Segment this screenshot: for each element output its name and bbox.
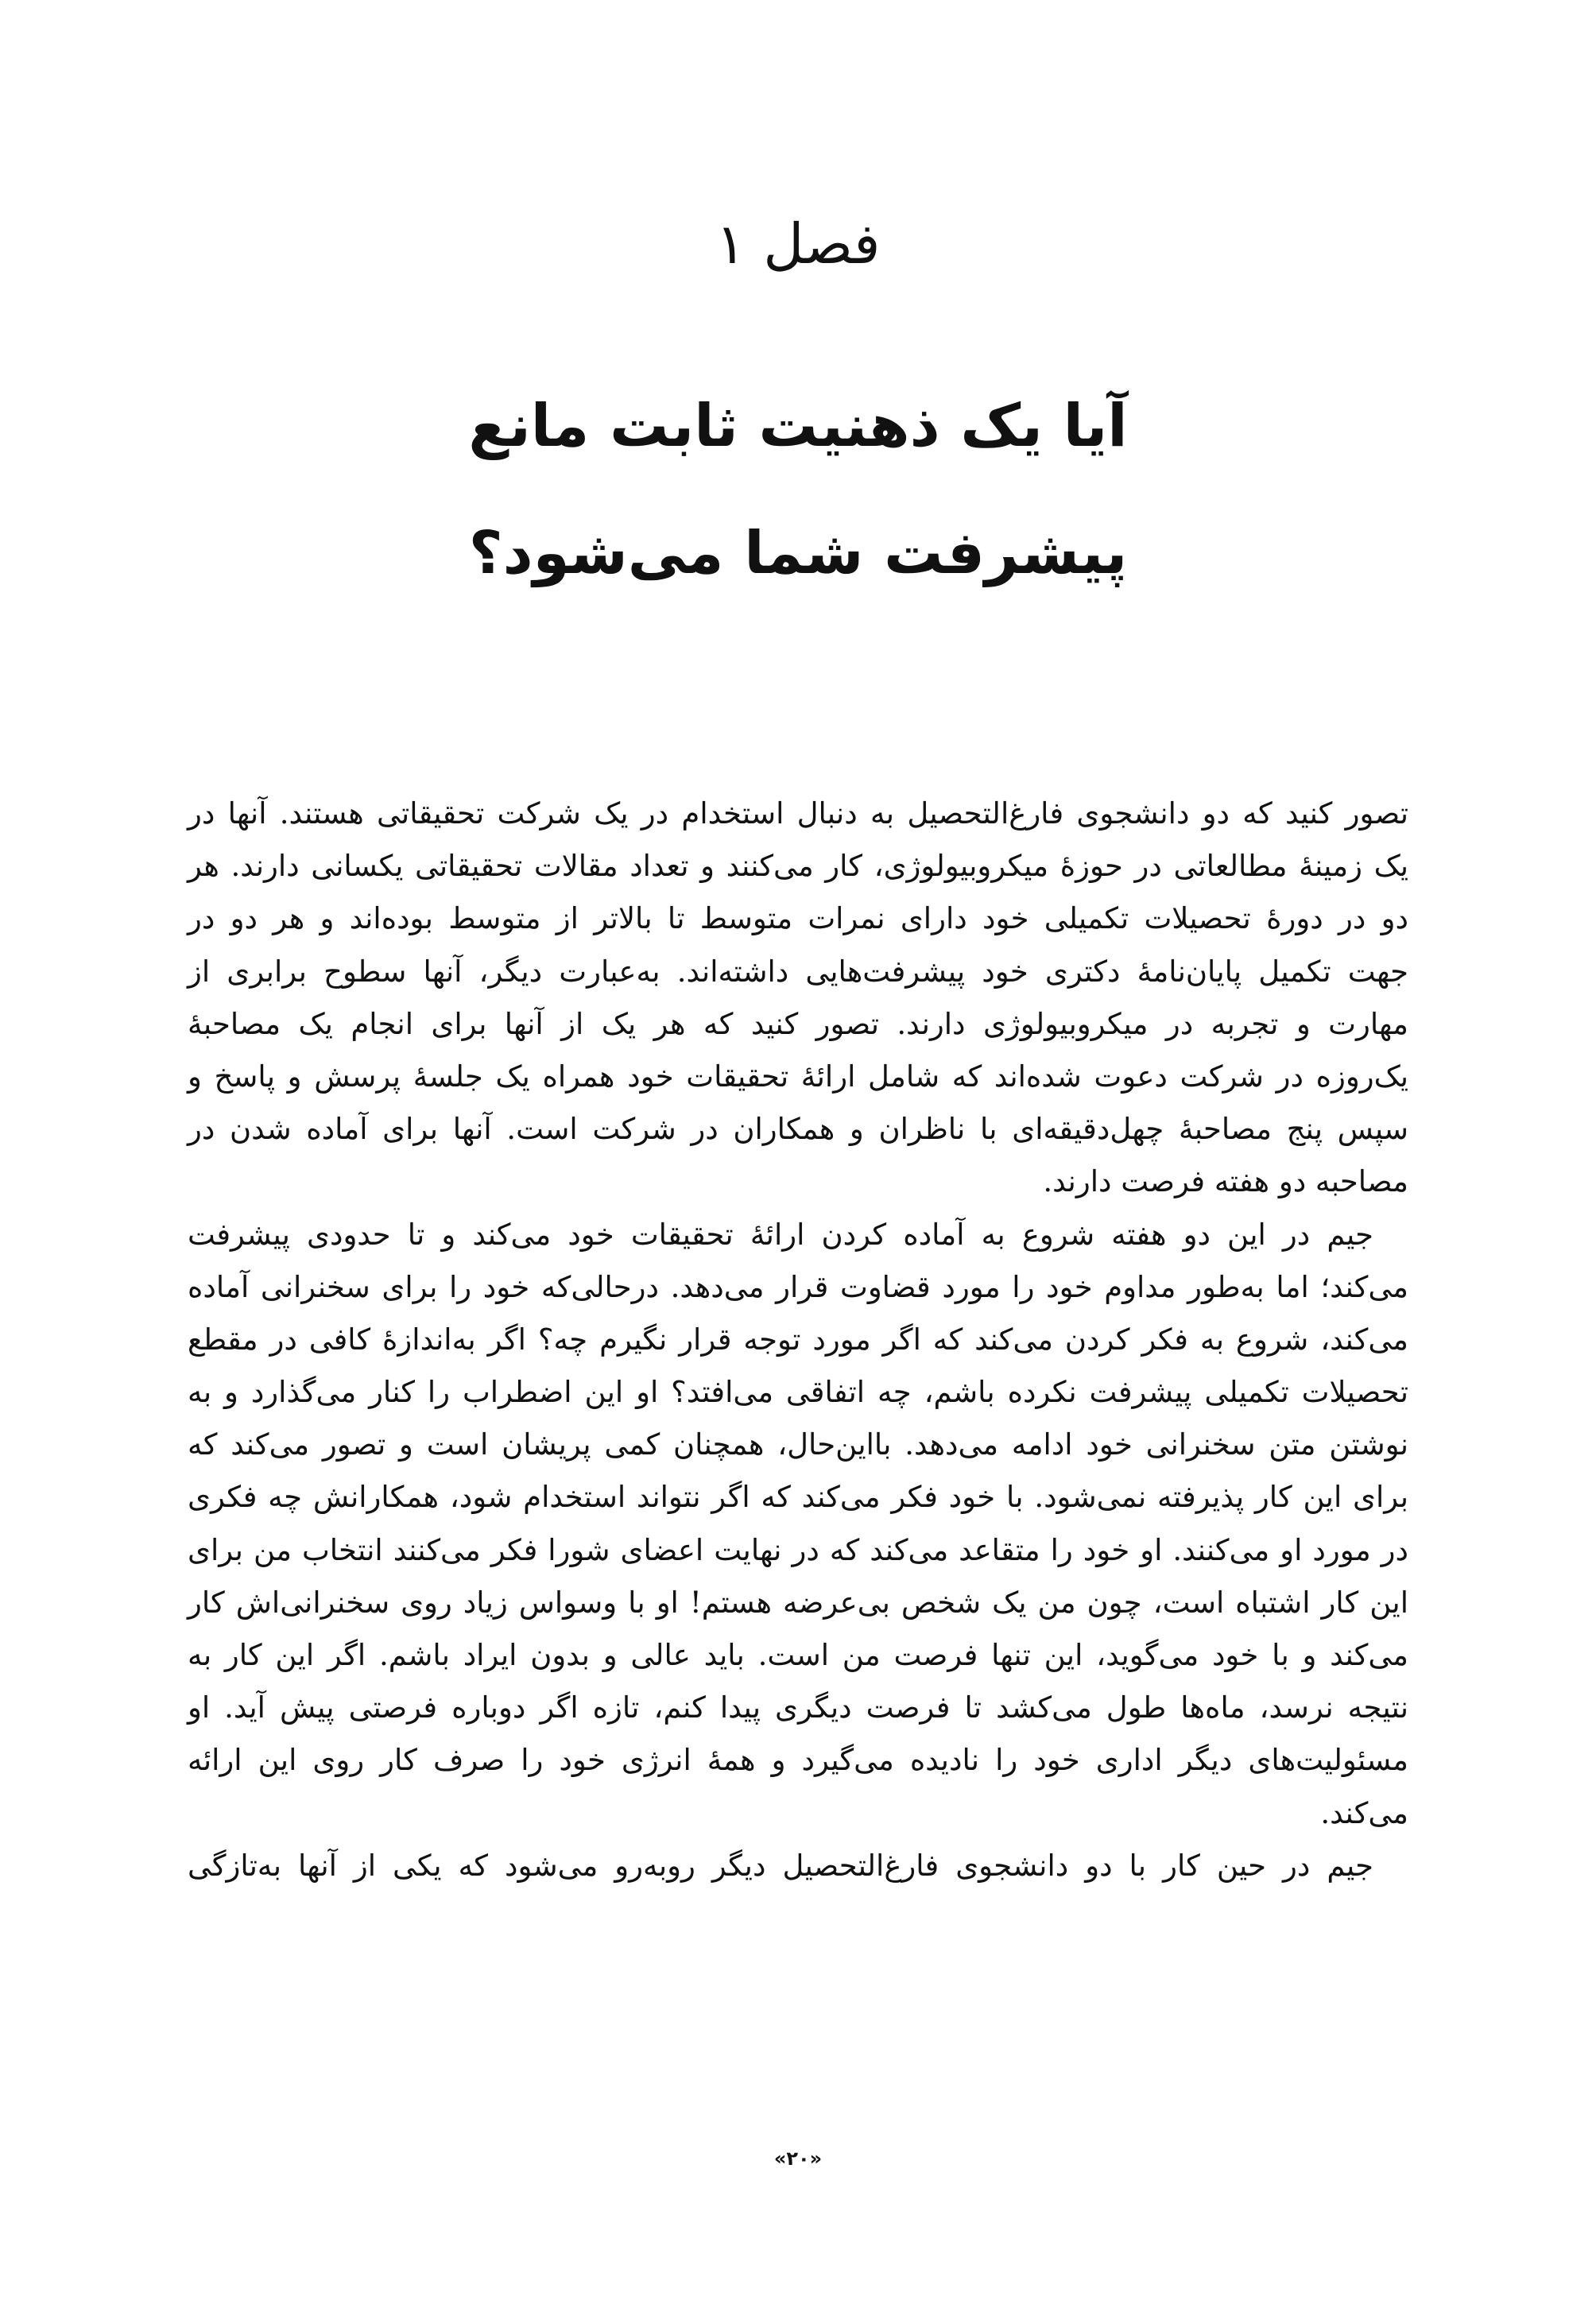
- text-line: مسئولیت‌های دیگر اداری خود را نادیده می‌گیرد و همهٔ انرژی خود را صرف کار روی این ارائه: [188, 1743, 1408, 1778]
- chapter-title: [238, 362, 1358, 617]
- text-line: می‌کند.: [1320, 1795, 1408, 1830]
- paragraph: [188, 1209, 1408, 1840]
- text-line: دو در دورهٔ تحصیلات تکمیلی خود دارای نمرات متوسط تا بالاتر از متوسط بوده‌اند و هر دو در: [188, 901, 1408, 936]
- chapter-label: فصل ۱: [715, 211, 881, 277]
- text-line: برای این کار پذیرفته نمی‌شود. با خود فکر می‌کند که اگر نتواند استخدام شود، همکارانش چه فکری: [188, 1480, 1408, 1515]
- text-line: در مورد او می‌کنند. او خود را متقاعد می‌کند که در نهایت اعضای شورا فکر می‌کنند انتخاب من برای: [188, 1532, 1408, 1567]
- text-line: می‌کند؛ اما به‌طور مداوم خود را مورد قضاوت قرار می‌دهد. درحالی‌که خود را برای سخنرانی آماده: [188, 1269, 1408, 1304]
- text-line: تصور کنید که دو دانشجوی فارغ‌التحصیل به دنبال استخدام در یک شرکت تحقیقاتی هستند. آنها در: [188, 796, 1408, 831]
- text-line: مهارت و تجربه در میکروبیولوژی دارند. تصور کنید که هر یک از آنها برای انجام یک مصاحبهٔ: [188, 1006, 1408, 1041]
- text-line: تحصیلات تکمیلی پیشرفت نکرده باشم، چه اتفاقی می‌افتد؟ او این اضطراب را کنار می‌گذارد و به: [188, 1375, 1408, 1410]
- text-line: جیم در این دو هفته شروع به آماده کردن ارائهٔ تحقیقات خود می‌کند و تا حدودی پیشرفت: [188, 1217, 1373, 1252]
- text-line: جیم در حین کار با دو دانشجوی فارغ‌التحصیل دیگر روبه‌رو می‌شود که یکی از آنها به‌تازگی: [188, 1848, 1373, 1883]
- chapter-title-line: آیا یک ذهنیت ثابت مانع: [468, 392, 1128, 460]
- text-line: این کار اشتباه است، چون من یک شخص بی‌عرضه هستم! او با وسواس زیاد روی سخنرانی‌اش کار: [188, 1585, 1408, 1620]
- text-line: می‌کند، شروع به فکر کردن می‌کند که اگر مورد توجه قرار نگیرم چه؟ اگر به‌اندازهٔ کافی در مقطع: [188, 1322, 1408, 1357]
- text-line: می‌کند و با خود می‌گوید، این تنها فرصت من است. باید عالی و بدون ایراد باشم. اگر این کار به: [188, 1638, 1408, 1672]
- text-line: جهت تکمیل پایان‌نامهٔ دکتری خود پیشرفت‌هایی داشته‌اند. به‌عبارت دیگر، آنها سطوح برابری از: [188, 954, 1408, 989]
- text-line: نتیجه نرسد، ماه‌ها طول می‌کشد تا فرصت دیگری پیدا کنم، تازه اگر دوباره فرصتی پیش آید. او: [188, 1690, 1408, 1725]
- text-line: مصاحبه دو هفته فرصت دارند.: [1043, 1164, 1408, 1199]
- paragraph: [188, 788, 1408, 1209]
- text-line: یک‌روزه در شرکت دعوت شده‌اند که شامل ارائهٔ تحقیقات خود همراه یک جلسهٔ پرسش و پاسخ و: [188, 1059, 1408, 1094]
- body-text: [188, 788, 1408, 1892]
- page-number: «۲۰»: [773, 2147, 823, 2170]
- text-line: یک زمینهٔ مطالعاتی در حوزهٔ میکروبیولوژی، کار می‌کنند و تعداد مقالات تحقیقاتی یکسانی دارند. هر: [188, 849, 1408, 884]
- chapter-title-line: پیشرفت شما می‌شود؟: [468, 519, 1128, 587]
- paragraph: [188, 1840, 1408, 1892]
- text-line: نوشتن متن سخنرانی خود ادامه می‌دهد. بااین‌حال، همچنان کمی پریشان است و تصور می‌کند که: [188, 1427, 1408, 1462]
- text-line: سپس پنج مصاحبهٔ چهل‌دقیقه‌ای با ناظران و همکاران در شرکت است. آنها برای آماده شدن در: [188, 1112, 1409, 1147]
